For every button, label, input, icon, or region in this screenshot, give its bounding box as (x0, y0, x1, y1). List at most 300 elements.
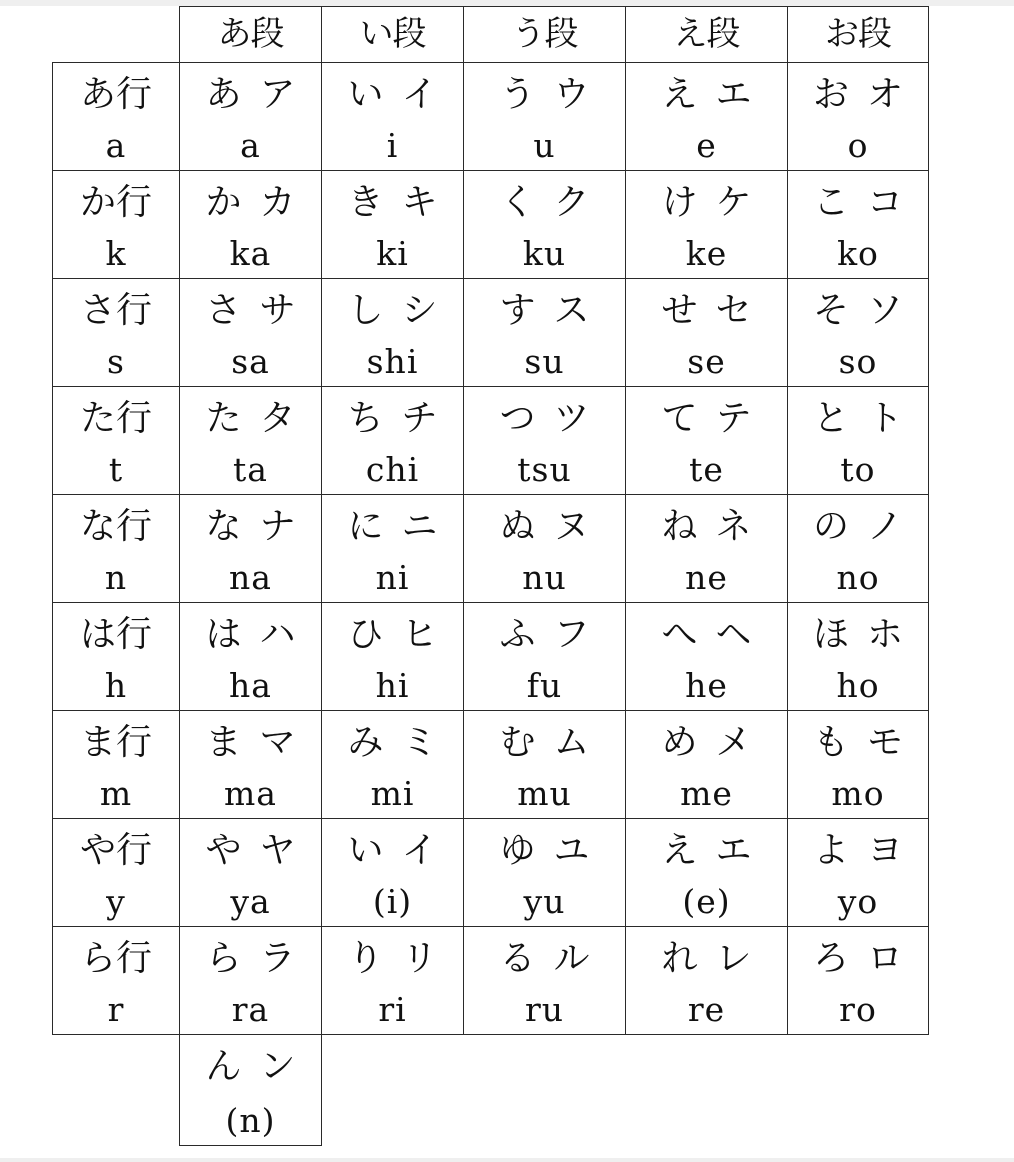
romaji: to (840, 450, 876, 489)
hiragana: に (347, 506, 384, 547)
kana-cell (464, 603, 626, 711)
row-label-romaji: r (107, 990, 125, 1029)
katakana: ミ (401, 722, 438, 763)
kana-cell-content (464, 603, 625, 710)
empty-cell (53, 1035, 180, 1146)
row-label-romaji: h (104, 666, 128, 705)
kana-cell (322, 927, 464, 1035)
kana-pair (205, 1047, 295, 1087)
header-cell-e (626, 7, 788, 63)
kana-cell (788, 927, 929, 1035)
katakana: ハ (259, 614, 296, 655)
n-row (53, 1035, 929, 1146)
header-cell-i (322, 7, 464, 63)
kana-cell-content (464, 387, 625, 494)
kana-pair (499, 615, 589, 655)
row-label-cell (53, 63, 180, 171)
row-label-romaji: m (99, 774, 133, 813)
romaji: ma (224, 774, 277, 813)
row-label-cell (53, 603, 180, 711)
kana-cell-content (180, 603, 321, 710)
hiragana: ん (205, 1046, 242, 1087)
kana-cell (626, 603, 788, 711)
row-label-cell (53, 279, 180, 387)
hiragana: ほ (812, 614, 849, 655)
hiragana: れ (661, 938, 698, 979)
kana-cell (180, 927, 322, 1035)
hiragana: ぬ (499, 506, 536, 547)
kana-pair (205, 723, 295, 763)
hiragana: の (812, 506, 849, 547)
katakana: カ (259, 182, 296, 223)
kana-pair (813, 723, 903, 763)
table-row (53, 495, 929, 603)
kana-pair (661, 507, 751, 547)
kana-cell-content (626, 819, 787, 926)
kana-pair (205, 615, 295, 655)
hiragana: た (205, 398, 242, 439)
kana-cell (180, 387, 322, 495)
kana-cell-content (788, 63, 928, 170)
kana-pair (813, 939, 903, 979)
kana-cell (626, 279, 788, 387)
romaji: i (386, 126, 399, 165)
kana-cell-content (464, 927, 625, 1034)
katakana: ヤ (259, 830, 296, 871)
katakana: ヘ (715, 614, 752, 655)
row-label (53, 387, 179, 494)
n-cell (180, 1035, 322, 1146)
kana-cell (788, 711, 929, 819)
kana-pair (347, 399, 437, 439)
katakana: シ (401, 290, 438, 331)
empty-cell (788, 1035, 929, 1146)
table-row (53, 819, 929, 927)
romaji: nu (522, 558, 567, 597)
kana-pair (499, 507, 589, 547)
katakana: ナ (259, 506, 296, 547)
katakana: ヌ (553, 506, 590, 547)
hiragana: お (812, 74, 849, 115)
katakana: ル (553, 938, 590, 979)
romaji: (e) (682, 882, 731, 921)
kana-cell (322, 171, 464, 279)
romaji: so (838, 342, 878, 381)
header-row (53, 7, 929, 63)
katakana: ク (553, 182, 590, 223)
kana-cell-content (180, 171, 321, 278)
katakana: ヨ (867, 830, 904, 871)
romaji: ri (378, 990, 407, 1029)
katakana: チ (401, 398, 438, 439)
kana-pair (347, 615, 437, 655)
romaji: no (836, 558, 880, 597)
table-row (53, 63, 929, 171)
katakana: メ (715, 722, 752, 763)
kana-cell (788, 819, 929, 927)
row-label-kana: ま行 (79, 722, 152, 763)
kana-cell-content (180, 711, 321, 818)
romaji: ku (522, 234, 567, 273)
hiragana: い (347, 74, 384, 115)
kana-cell-content (322, 387, 463, 494)
kana-pair (499, 183, 589, 223)
row-label-kana: は行 (79, 614, 152, 655)
hiragana: や (205, 830, 242, 871)
row-label (53, 279, 179, 386)
katakana: ム (553, 722, 590, 763)
katakana: ツ (553, 398, 590, 439)
header-label: う段 (511, 14, 578, 54)
kana-cell (180, 495, 322, 603)
header-label: あ段 (217, 14, 284, 54)
katakana: サ (259, 290, 296, 331)
kana-cell (788, 387, 929, 495)
row-label-kana: さ行 (79, 290, 152, 331)
romaji: mi (370, 774, 415, 813)
table-row (53, 603, 929, 711)
kana-cell-content (626, 495, 787, 602)
row-label-cell (53, 927, 180, 1035)
katakana: マ (259, 722, 296, 763)
table-row (53, 279, 929, 387)
katakana: ア (259, 74, 296, 115)
row-label-kana: ら行 (79, 938, 152, 979)
kana-cell-content (626, 711, 787, 818)
kana-cell (464, 495, 626, 603)
row-label (53, 603, 179, 710)
kana-cell (464, 711, 626, 819)
katakana: フ (553, 614, 590, 655)
kana-pair (661, 615, 751, 655)
kana-cell (626, 927, 788, 1035)
hiragana: も (812, 722, 849, 763)
romaji: a (240, 126, 261, 165)
kana-cell (626, 711, 788, 819)
hiragana: む (499, 722, 536, 763)
romaji: yo (837, 882, 879, 921)
romaji: yu (523, 882, 566, 921)
empty-cell (626, 1035, 788, 1146)
kana-cell-content (180, 63, 321, 170)
kana-pair (661, 723, 751, 763)
katakana: ユ (553, 830, 590, 871)
kana-cell-content (322, 711, 463, 818)
romaji: re (687, 990, 726, 1029)
kana-cell (180, 819, 322, 927)
kana-pair (813, 831, 903, 871)
kana-pair (347, 291, 437, 331)
row-label-romaji: k (105, 234, 127, 273)
hiragana: て (661, 398, 698, 439)
romaji: (n) (225, 1101, 276, 1140)
bottom-edge (0, 1158, 1014, 1162)
hiragana: こ (812, 182, 849, 223)
kana-pair (813, 399, 903, 439)
katakana: ソ (867, 290, 904, 331)
hiragana: ふ (499, 614, 536, 655)
katakana: ロ (867, 938, 904, 979)
hiragana: し (347, 290, 384, 331)
kana-cell-content (322, 495, 463, 602)
hiragana: る (499, 938, 536, 979)
kana-cell (180, 63, 322, 171)
kana-pair (205, 939, 295, 979)
kana-pair (661, 75, 751, 115)
katakana: コ (867, 182, 904, 223)
kana-cell-content (626, 927, 787, 1034)
row-label (53, 711, 179, 818)
kana-cell-content (322, 603, 463, 710)
kana-cell (626, 63, 788, 171)
hiragana: よ (812, 830, 849, 871)
romaji: ha (229, 666, 272, 705)
kana-cell-content (788, 711, 928, 818)
hiragana: う (499, 74, 536, 115)
kana-pair (661, 399, 751, 439)
row-label (53, 63, 179, 170)
hiragana: ろ (812, 938, 849, 979)
kana-pair (499, 723, 589, 763)
kana-cell (788, 63, 929, 171)
kana-cell-content (464, 495, 625, 602)
kana-pair (661, 183, 751, 223)
hiragana: さ (205, 290, 242, 331)
header-cell-u (464, 7, 626, 63)
hiragana: そ (812, 290, 849, 331)
kana-pair (205, 291, 295, 331)
kana-cell-content (322, 819, 463, 926)
hiragana: ひ (347, 614, 384, 655)
kana-cell-content (464, 171, 625, 278)
kana-pair (499, 399, 589, 439)
kana-cell (464, 279, 626, 387)
romaji: te (689, 450, 724, 489)
romaji: ta (233, 450, 268, 489)
romaji: he (685, 666, 728, 705)
katakana: ウ (553, 74, 590, 115)
kana-pair (347, 183, 437, 223)
katakana: ネ (715, 506, 752, 547)
hiragana: め (661, 722, 698, 763)
header-label: お段 (825, 14, 891, 54)
kana-pair (661, 939, 751, 979)
table-row (53, 171, 929, 279)
hiragana: は (205, 614, 242, 655)
row-label-cell (53, 171, 180, 279)
kana-cell-content (788, 927, 928, 1034)
kana-cell (788, 495, 929, 603)
romaji: sa (231, 342, 270, 381)
kana-cell (180, 603, 322, 711)
romaji: mo (831, 774, 885, 813)
kana-cell-content (180, 927, 321, 1034)
katakana: テ (715, 398, 752, 439)
kana-cell-content (626, 279, 787, 386)
empty-cell (322, 1035, 464, 1146)
kana-cell-content (788, 279, 928, 386)
kana-cell (464, 387, 626, 495)
kana-pair (347, 507, 437, 547)
romaji: e (696, 126, 717, 165)
row-label-cell (53, 387, 180, 495)
header-cell-a (180, 7, 322, 63)
katakana: レ (715, 938, 752, 979)
row-label (53, 819, 179, 926)
romaji: ka (229, 234, 272, 273)
kana-pair (205, 507, 295, 547)
hiragana: み (347, 722, 384, 763)
kana-pair (205, 75, 295, 115)
romaji: ne (685, 558, 728, 597)
hiragana: り (347, 938, 384, 979)
kana-cell-content (788, 603, 928, 710)
kana-pair (813, 291, 903, 331)
table-row (53, 711, 929, 819)
kana-pair (347, 75, 437, 115)
katakana: ケ (715, 182, 752, 223)
row-label-cell (53, 711, 180, 819)
katakana: オ (867, 74, 904, 115)
hiragana: く (499, 182, 536, 223)
romaji: ki (376, 234, 409, 273)
row-label (53, 495, 179, 602)
hiragana: か (205, 182, 242, 223)
kana-cell (464, 927, 626, 1035)
header-label: え段 (673, 14, 740, 54)
katakana: エ (715, 74, 752, 115)
romaji: (i) (372, 882, 413, 921)
katakana: タ (259, 398, 296, 439)
row-label-kana: や行 (79, 830, 152, 871)
header-cell-o (788, 7, 929, 63)
hiragana: へ (661, 614, 698, 655)
row-label-romaji: n (104, 558, 128, 597)
hiragana: ら (205, 938, 242, 979)
hiragana: せ (661, 290, 698, 331)
row-label-romaji: y (106, 882, 126, 921)
romaji: ra (231, 990, 270, 1029)
kana-cell (322, 495, 464, 603)
kana-pair (813, 615, 903, 655)
romaji: hi (375, 666, 410, 705)
hiragana: え (661, 74, 698, 115)
row-label-kana: た行 (79, 398, 152, 439)
kana-cell (788, 603, 929, 711)
romaji: na (229, 558, 272, 597)
kana-cell (788, 279, 929, 387)
row-label-cell (53, 819, 180, 927)
romaji: u (533, 126, 556, 165)
kana-pair (205, 831, 295, 871)
kana-cell-content (626, 63, 787, 170)
katakana: ン (259, 1046, 296, 1087)
hiragana: つ (499, 398, 536, 439)
romaji: fu (526, 666, 563, 705)
kana-cell-content (626, 387, 787, 494)
hiragana: き (347, 182, 384, 223)
kana-cell-content (788, 387, 928, 494)
kana-pair (661, 831, 751, 871)
kana-cell (322, 819, 464, 927)
table-row (53, 387, 929, 495)
romaji: shi (366, 342, 419, 381)
hiragana: と (812, 398, 849, 439)
katakana: モ (867, 722, 904, 763)
hiragana: け (661, 182, 698, 223)
romaji: ni (375, 558, 410, 597)
row-label (53, 927, 179, 1034)
katakana: リ (401, 938, 438, 979)
row-label-kana: か行 (79, 182, 152, 223)
kana-pair (661, 291, 751, 331)
katakana: ラ (259, 938, 296, 979)
row-label-kana: あ行 (79, 74, 152, 115)
kana-cell (464, 171, 626, 279)
kana-pair (205, 183, 295, 223)
katakana: ホ (867, 614, 904, 655)
romaji: su (524, 342, 565, 381)
kana-pair (813, 507, 903, 547)
kana-cell (322, 603, 464, 711)
kana-cell-content (464, 63, 625, 170)
hiragana: あ (205, 74, 242, 115)
kana-cell (180, 171, 322, 279)
kana-cell-content (788, 171, 928, 278)
katakana: キ (401, 182, 438, 223)
katakana: ト (867, 398, 904, 439)
kana-cell-content (322, 171, 463, 278)
kana-cell (322, 387, 464, 495)
kana-pair (499, 75, 589, 115)
kana-cell-content (626, 171, 787, 278)
hiragana: い (347, 830, 384, 871)
hiragana: ね (661, 506, 698, 547)
kana-cell (322, 63, 464, 171)
kana-cell-content (322, 63, 463, 170)
hiragana: ま (205, 722, 242, 763)
kana-cell (464, 63, 626, 171)
romaji: me (680, 774, 733, 813)
kana-cell (180, 711, 322, 819)
row-label-romaji: a (105, 126, 127, 165)
kana-cell (626, 495, 788, 603)
katakana: セ (715, 290, 752, 331)
corner-cell (53, 7, 180, 63)
romaji: ke (685, 234, 728, 273)
row-label-kana: な行 (79, 506, 152, 547)
kana-cell (180, 279, 322, 387)
hiragana: ゆ (499, 830, 536, 871)
kana-cell-content (788, 495, 928, 602)
romaji: chi (365, 450, 420, 489)
romaji: ru (524, 990, 565, 1029)
kana-cell-content (626, 603, 787, 710)
romaji: ya (230, 882, 271, 921)
kana-cell-content (788, 819, 928, 926)
kana-cell-content (322, 927, 463, 1034)
hiragana: ち (347, 398, 384, 439)
kana-pair (347, 939, 437, 979)
kana-cell-content (180, 387, 321, 494)
romaji: ro (839, 990, 877, 1029)
kana-cell-content (180, 279, 321, 386)
row-label-cell (53, 495, 180, 603)
katakana: ノ (867, 506, 904, 547)
kana-pair (813, 75, 903, 115)
n-cell-content (180, 1035, 321, 1145)
kana-cell-content (322, 279, 463, 386)
